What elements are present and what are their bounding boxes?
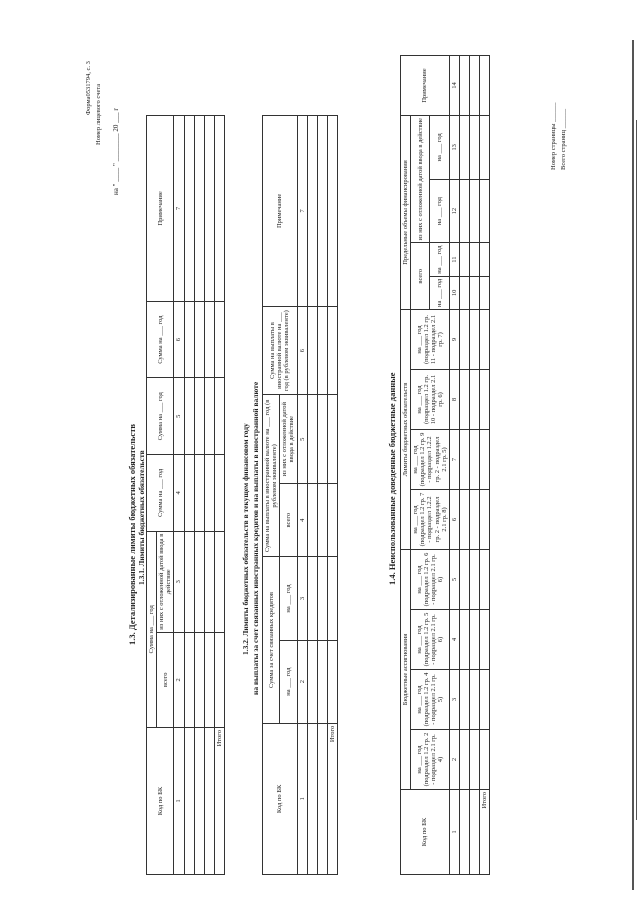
num-cell: 8 — [449, 370, 459, 430]
blank-cell — [317, 557, 327, 640]
blank-cell — [317, 723, 327, 874]
blank-cell — [327, 483, 337, 556]
blank-cell — [469, 550, 479, 610]
blank-cell — [194, 301, 204, 378]
col-note: Примечание — [263, 116, 298, 307]
blank-cell — [459, 790, 469, 875]
blank-cell — [214, 455, 224, 532]
col-sum-3: Сумма на ___ год — [147, 378, 174, 455]
fin-na-god: на ___ год — [430, 179, 449, 243]
blank-cell — [469, 790, 479, 875]
blank-cell — [459, 610, 469, 670]
num-cell: 2 — [449, 730, 459, 790]
col-code: Код по БК — [263, 723, 298, 874]
blank-cell — [459, 179, 469, 243]
blank-cell — [307, 483, 317, 556]
section-1-4-title: 1.4. Неиспользованные доведенные бюджетные данные — [387, 372, 397, 585]
num-cell: 1 — [174, 727, 184, 874]
date-prefix: на " ____ " ________ 20 ___ г — [112, 107, 120, 195]
blank-cell — [204, 116, 214, 302]
blank-cell — [307, 723, 317, 874]
cell-6: на ___ год (подраздел 1.2 гр. 10 - подраздел 2.1 гр. 6) — [411, 370, 450, 430]
blank-cell — [214, 116, 224, 302]
blank-cell — [479, 243, 489, 276]
blank-cell — [479, 56, 489, 116]
blank-cell — [184, 378, 194, 455]
table-1-3-2 — [262, 115, 338, 875]
num-cell: 2 — [297, 640, 307, 723]
blank-cell — [469, 490, 479, 550]
blank-cell — [214, 301, 224, 378]
blank-cell — [194, 727, 204, 874]
num-cell: 3 — [174, 531, 184, 632]
blank-cell — [317, 306, 327, 395]
blank-cell — [194, 378, 204, 455]
blank-cell — [307, 306, 317, 395]
num-cell: 4 — [449, 610, 459, 670]
group-limits: Лимиты бюджетных обязательств — [401, 310, 411, 550]
blank-cell — [469, 116, 479, 180]
cell-2: на ___ год (подраздел 1.2 гр. 5 - подраздел 2.1 гр. 6) — [411, 610, 450, 670]
blank-cell — [184, 727, 194, 874]
num-cell: 6 — [297, 306, 307, 395]
col-sum-na: Сумма на ___ год — [147, 531, 157, 727]
blank-cell — [459, 276, 469, 309]
fin-na-god: на ___ год — [430, 276, 449, 309]
account-label: Номер лицевого счета — [95, 83, 102, 145]
num-cell: 4 — [297, 483, 307, 556]
col-code: Код по БК — [401, 790, 450, 875]
blank-cell — [184, 531, 194, 632]
cell-4: на ___ год (подраздел 1.2 гр. 7 - подраздел 1.2.2 гр. 2 - подраздел 2.1 гр. 8) — [411, 490, 450, 550]
section-1-3-2-title: 1.3.2. Лимиты бюджетных обязательств в текущем финансовом году — [241, 423, 250, 655]
blank-cell — [194, 455, 204, 532]
blank-cell — [479, 550, 489, 610]
group-allocations: Бюджетные ассигнования — [401, 550, 411, 790]
blank-cell — [469, 370, 479, 430]
num-cell: 9 — [449, 310, 459, 370]
col-na-god-b: на ___ год — [280, 557, 297, 640]
blank-cell — [469, 243, 479, 276]
blank-cell — [327, 116, 337, 307]
cell-3: на ___ год (подраздел 1.2 гр. 6 - подраздел 2.1 гр. 6) — [411, 550, 450, 610]
blank-cell — [327, 640, 337, 723]
page-number-label: Номер страницы ______ — [550, 102, 557, 170]
blank-cell — [479, 116, 489, 180]
num-cell: 6 — [449, 490, 459, 550]
total-label: Итого — [214, 727, 224, 874]
num-cell: 1 — [297, 723, 307, 874]
blank-cell — [317, 640, 327, 723]
num-cell: 7 — [174, 116, 184, 302]
col-note: Примечание — [147, 116, 174, 302]
num-cell: 5 — [449, 550, 459, 610]
cell-7: на ___ год (подраздел 1.2 гр. 11 - подраздел 2.1 гр. 7) — [411, 310, 450, 370]
blank-cell — [317, 483, 327, 556]
col-note: Примечание — [401, 56, 450, 116]
section-1-3-1-subtitle: 1.3.1. Лимиты бюджетных обязательств — [137, 450, 146, 585]
blank-cell — [194, 531, 204, 632]
blank-cell — [307, 557, 317, 640]
num-cell: 10 — [449, 276, 459, 309]
blank-cell — [469, 610, 479, 670]
blank-cell — [479, 490, 489, 550]
col-deferred: из них с отложенной датой ввода в действие — [280, 395, 297, 484]
col-sum-2: Сумма на ___ год — [147, 455, 174, 532]
blank-cell — [469, 276, 479, 309]
cell-5: на ___ год (подраздел 1.2 гр. 9 - подраздел 1.2.2 гр. 2 - подраздел 2.1 гр. 5) — [411, 430, 450, 490]
blank-cell — [479, 670, 489, 730]
blank-cell — [184, 116, 194, 302]
col-deferred: из них с отложенной датой ввода в действие — [157, 531, 174, 632]
col-code: Код по БК — [147, 727, 174, 874]
blank-cell — [459, 243, 469, 276]
section-1-3-title: 1.3. Детализированные лимиты бюджетных обязательств — [127, 424, 137, 645]
blank-cell — [184, 301, 194, 378]
form-code: Форма0531794, с. 3 — [85, 61, 92, 115]
num-cell: 12 — [449, 179, 459, 243]
blank-cell — [214, 531, 224, 632]
col-all: всего — [157, 632, 174, 727]
blank-cell — [479, 370, 489, 430]
blank-cell — [479, 179, 489, 243]
blank-cell — [317, 395, 327, 484]
blank-cell — [469, 310, 479, 370]
blank-cell — [184, 455, 194, 532]
fin-deferred: из них с отложенной датой ввода в действие — [411, 116, 430, 244]
section-1-3-2-title2: на выплаты за счет связанных иностранных кредитов и на выплаты в иностранной валюте — [251, 381, 260, 695]
col-sum-4: Сумма на ___ год — [147, 301, 174, 378]
total-label: Итого — [327, 723, 337, 874]
blank-cell — [194, 632, 204, 727]
blank-cell — [479, 430, 489, 490]
num-cell: 14 — [449, 56, 459, 116]
right-edge-line — [632, 40, 634, 890]
blank-cell — [214, 632, 224, 727]
cell-1: на ___ год (подраздел 1.2 гр. 4 - подраздел 2.1 гр. 5) — [411, 670, 450, 730]
num-cell: 1 — [449, 790, 459, 875]
fin-all: всего — [411, 243, 430, 310]
blank-cell — [204, 378, 214, 455]
total-pages-label: Всего страниц ______ — [560, 108, 567, 170]
blank-cell — [317, 116, 327, 307]
blank-cell — [459, 430, 469, 490]
blank-cell — [327, 306, 337, 395]
blank-cell — [204, 301, 214, 378]
blank-cell — [459, 490, 469, 550]
blank-cell — [327, 557, 337, 640]
blank-cell — [469, 179, 479, 243]
num-cell: 6 — [174, 301, 184, 378]
blank-cell — [459, 670, 469, 730]
cell-0: на ___ год (подраздел 1.2 гр. 2 - подраздел 2.1 гр. 4) — [411, 730, 450, 790]
blank-cell — [204, 727, 214, 874]
blank-cell — [469, 430, 479, 490]
blank-cell — [479, 730, 489, 790]
table-1-4 — [400, 55, 490, 875]
blank-cell — [194, 116, 204, 302]
blank-cell — [204, 455, 214, 532]
blank-cell — [204, 531, 214, 632]
num-cell: 3 — [297, 557, 307, 640]
blank-cell — [469, 670, 479, 730]
right-edge-line-2 — [636, 120, 637, 820]
num-cell: 5 — [174, 378, 184, 455]
blank-cell — [459, 550, 469, 610]
blank-cell — [307, 395, 317, 484]
blank-cell — [479, 310, 489, 370]
blank-cell — [307, 116, 317, 307]
group-limits-fin: Предельные объемы финансирования — [401, 116, 411, 310]
blank-cell — [459, 730, 469, 790]
blank-cell — [459, 56, 469, 116]
num-cell: 2 — [174, 632, 184, 727]
col-foreign2: Сумма на выплаты в иностранной валюте на ___ год (в рублевом эквиваленте) — [263, 306, 298, 395]
blank-cell — [307, 640, 317, 723]
blank-cell — [327, 395, 337, 484]
blank-cell — [184, 632, 194, 727]
landscape-content — [20, 15, 620, 885]
blank-cell — [459, 310, 469, 370]
blank-cell — [469, 56, 479, 116]
col-foreign: Сумма на выплаты в иностранной валюте на ___ год (в рублевом эквиваленте) — [263, 395, 280, 557]
num-cell: 4 — [174, 455, 184, 532]
num-cell: 7 — [449, 430, 459, 490]
blank-cell — [459, 116, 469, 180]
total-label: Итого — [479, 790, 489, 875]
num-cell: 5 — [297, 395, 307, 484]
num-cell: 13 — [449, 116, 459, 180]
num-cell: 11 — [449, 243, 459, 276]
blank-cell — [479, 276, 489, 309]
fin-na-god: на ___ год — [430, 116, 449, 180]
blank-cell — [459, 370, 469, 430]
col-all: всего — [280, 483, 297, 556]
num-cell: 3 — [449, 670, 459, 730]
fin-na-god: на ___ год — [430, 243, 449, 276]
num-cell: 7 — [297, 116, 307, 307]
blank-cell — [469, 730, 479, 790]
table-1-3-1 — [146, 115, 225, 875]
col-linked: Сумма за счет связанных кредитов — [263, 557, 280, 723]
blank-cell — [214, 378, 224, 455]
blank-cell — [204, 632, 214, 727]
col-na-god-a: на ___ год — [280, 640, 297, 723]
blank-cell — [479, 610, 489, 670]
